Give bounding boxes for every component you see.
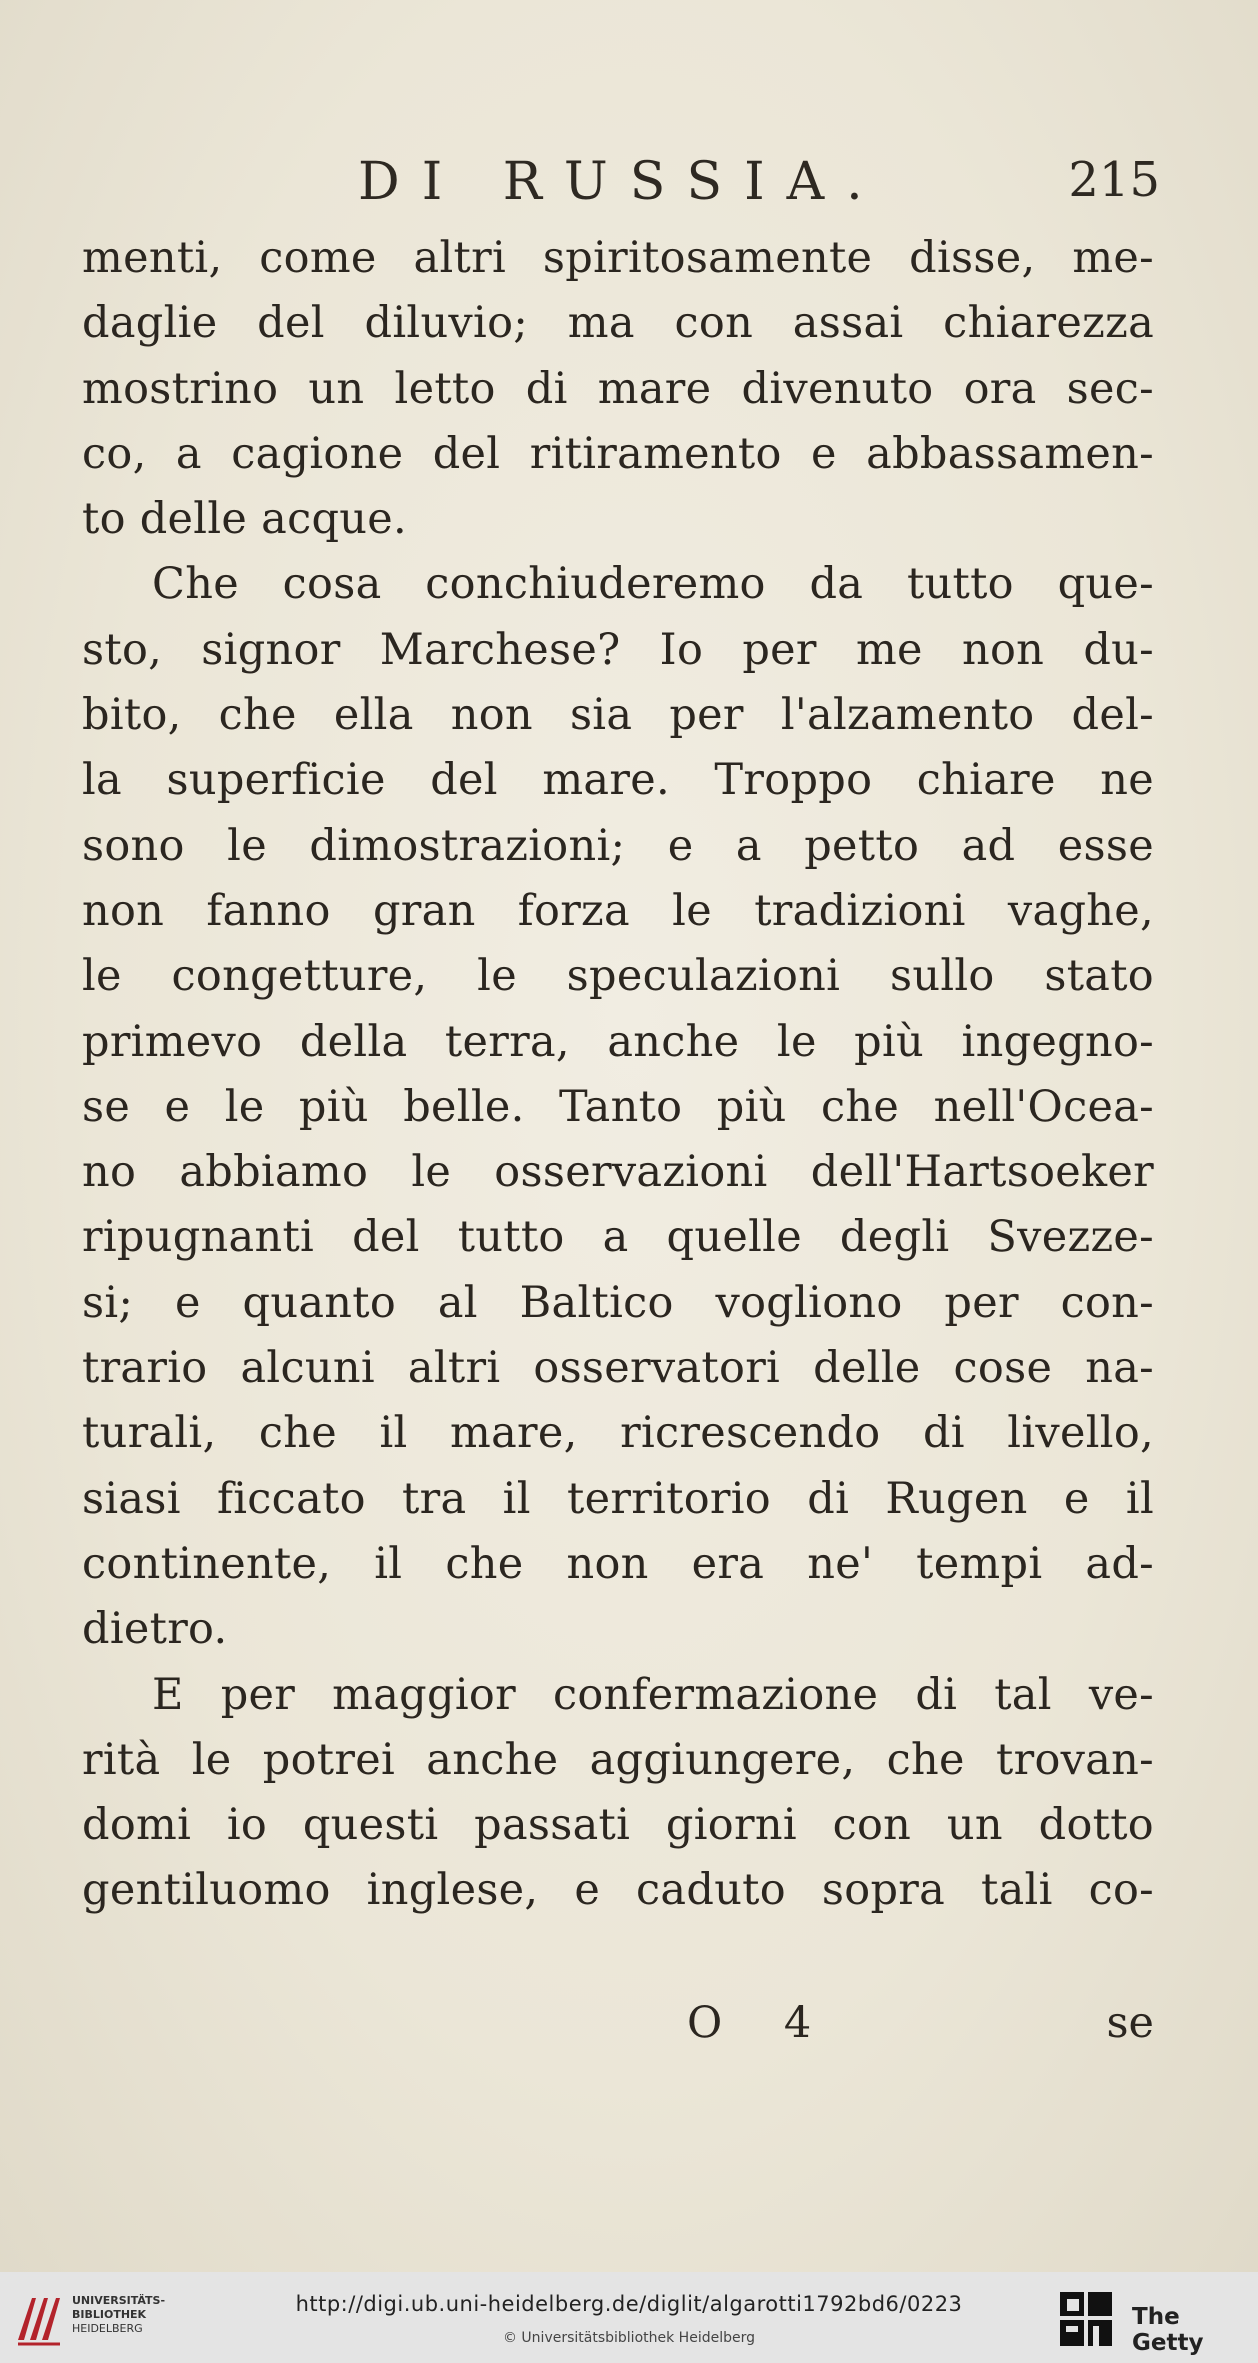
text-line: le congetture, le speculazioni sullo stato (82, 951, 1154, 1002)
text-line: dietro. (82, 1604, 228, 1655)
signature-line (82, 1998, 1154, 2058)
signature-mark: O 4 (687, 1998, 836, 2048)
body-text (82, 226, 1154, 1924)
library-name-line: UNIVERSITÄTS- (72, 2294, 166, 2307)
text-line: daglie del diluvio; ma con assai chiarezza (82, 298, 1154, 349)
catchword: se (1106, 1998, 1154, 2048)
text-line: mostrino un letto di mare divenuto ora sec- (82, 363, 1154, 414)
text-line: menti, come altri spiritosamente disse, me- (82, 233, 1154, 283)
text-line: non fanno gran forza le tradizioni vaghe, (82, 885, 1154, 936)
text-line: no abbiamo le osservazioni dell'Hartsoeker (82, 1147, 1154, 1198)
text-line: si; e quanto al Baltico vogliono per con- (82, 1277, 1154, 1328)
text-line: gentiluomo inglese, e caduto sopra tali co- (82, 1865, 1154, 1916)
page-number: 215 (1068, 152, 1160, 208)
library-name-line: BIBLIOTHEK (72, 2308, 147, 2321)
getty-logo-icon[interactable] (1058, 2290, 1114, 2348)
running-head (90, 152, 1160, 212)
partner-name: The Getty (1132, 2304, 1204, 2356)
text-line: sto, signor Marchese? Io per me non du- (82, 624, 1154, 675)
library-name-line: HEIDELBERG (72, 2322, 143, 2335)
text-line: E per maggior confermazione di tal ve- (152, 1669, 1154, 1720)
text-line: se e le più belle. Tanto più che nell'Ocea- (82, 1081, 1154, 1132)
text-line: ripugnanti del tutto a quelle degli Svezze- (82, 1212, 1154, 1263)
running-title: DI RUSSIA. (358, 152, 885, 212)
text-line: Che cosa conchiuderemo da tutto que- (152, 559, 1154, 610)
text-line: bito, che ella non sia per l'alzamento del- (82, 690, 1154, 741)
text-line: to delle acque. (82, 494, 407, 545)
text-line: co, a cagione del ritiramento e abbassamen- (82, 428, 1154, 479)
text-line: domi io questi passati giorni con un dotto (82, 1800, 1154, 1851)
text-line: primevo della terra, anche le più ingegno- (82, 1016, 1154, 1067)
text-line: rità le potrei anche aggiungere, che trovan- (82, 1734, 1154, 1785)
text-line: continente, il che non era ne' tempi ad- (82, 1538, 1154, 1589)
text-line: siasi ficcato tra il territorio di Rugen e il (82, 1473, 1154, 1524)
text-line: trario alcuni altri osservatori delle cose na- (82, 1343, 1154, 1394)
text-line: sono le dimostrazioni; e a petto ad esse (82, 820, 1154, 871)
text-line: la superficie del mare. Troppo chiare ne (82, 755, 1154, 806)
permalink-url[interactable]: http://digi.ub.uni-heidelberg.de/diglit/algarotti1792bd6/0223 (295, 2292, 963, 2316)
copyright-notice: © Universitätsbibliothek Heidelberg (502, 2330, 755, 2346)
viewer-footer (0, 2272, 1258, 2363)
text-line: turali, che il mare, ricrescendo di livello, (82, 1408, 1154, 1459)
